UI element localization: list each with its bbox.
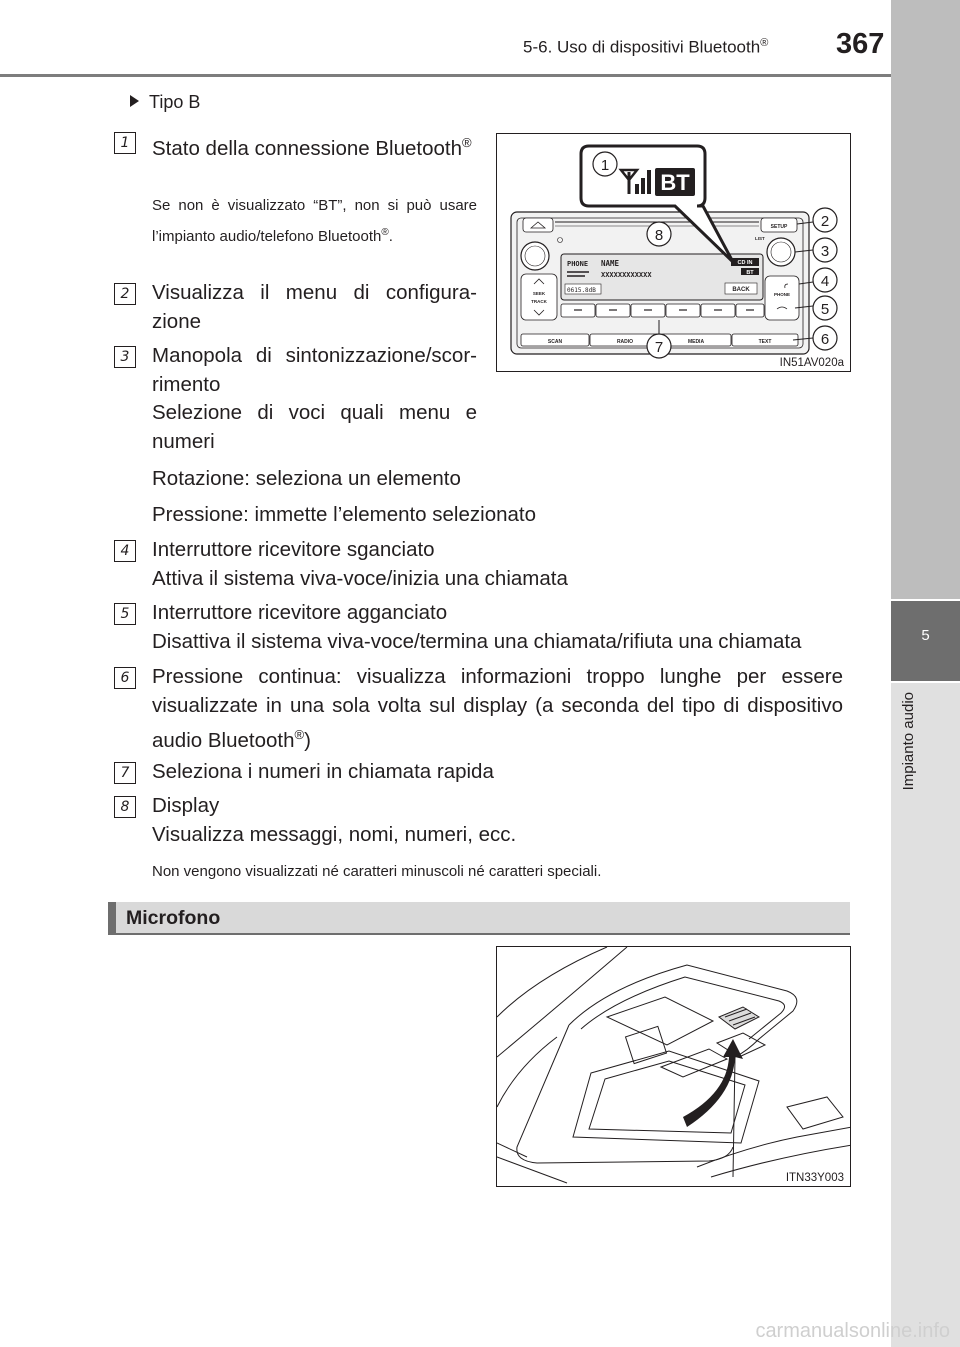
svg-text:2: 2 xyxy=(820,213,830,230)
section-title: Microfono xyxy=(126,907,221,929)
item-title: Interruttore ricevitore sganciato xyxy=(152,538,435,561)
svg-text:4: 4 xyxy=(820,273,830,290)
page-number: 367 xyxy=(836,28,885,60)
svg-text:TRACK: TRACK xyxy=(531,299,547,304)
svg-text:SCAN: SCAN xyxy=(547,339,563,345)
item-number-icon: 2 xyxy=(114,283,136,305)
svg-text:CD IN: CD IN xyxy=(737,260,753,266)
figure-code: IN51AV020a xyxy=(779,357,844,369)
svg-text:0615.8dB: 0615.8dB xyxy=(567,287,596,294)
item-number-icon: 4 xyxy=(114,540,136,562)
header-section-title: 5-6. Uso di dispositivi Bluetooth® xyxy=(523,37,769,57)
item-description: Visualizza messaggi, nomi, numeri, ecc. xyxy=(152,823,517,846)
item-description: Disattiva il sistema viva-voce/termina una chiamata/rifiuta una chiamata xyxy=(152,630,802,653)
svg-text:8: 8 xyxy=(654,227,664,244)
svg-text:BACK: BACK xyxy=(732,287,750,293)
svg-text:TEXT: TEXT xyxy=(758,339,772,345)
item-title: Display xyxy=(152,794,220,817)
header-divider xyxy=(0,74,960,77)
svg-text:PHONE: PHONE xyxy=(773,292,791,297)
audio-unit-figure xyxy=(496,133,851,372)
side-tab-top xyxy=(891,0,960,599)
svg-text:3: 3 xyxy=(820,243,830,260)
chapter-number: 5 xyxy=(921,627,930,644)
svg-text:MEDIA: MEDIA xyxy=(687,339,705,345)
item-description: Pressione: immette l’elemento selezionato xyxy=(152,503,536,526)
microphone-figure xyxy=(496,946,851,1187)
figure-code: ITN33Y003 xyxy=(785,1172,844,1184)
chapter-title: Impianto audio xyxy=(900,692,917,791)
svg-text:BT: BT xyxy=(660,170,690,195)
item-number-icon: 5 xyxy=(114,603,136,625)
subheading: Tipo B xyxy=(130,92,200,113)
item-description: Rotazione: seleziona un elemento xyxy=(152,467,461,490)
svg-text:LIST: LIST xyxy=(755,236,765,241)
section-heading-bar xyxy=(108,902,850,934)
item-title: Stato della connessione Bluetooth® xyxy=(152,135,472,160)
audio-unit-illustration xyxy=(497,134,851,372)
item-title: Pressione continua: visualizza informazioni troppo lunghe per essere visualizzate in una sola volta sul display (a seconda del tipo di dispositivo audio Bluetooth®) xyxy=(152,665,843,752)
section-divider xyxy=(108,933,850,935)
svg-text:1: 1 xyxy=(600,157,610,174)
setup-button-label: SETUP xyxy=(770,224,788,230)
triangle-bullet-icon xyxy=(130,95,139,107)
svg-text:6: 6 xyxy=(820,331,830,348)
item-description: Attiva il sistema viva-voce/inizia una chiamata xyxy=(152,567,568,590)
item-number-icon: 1 xyxy=(114,132,136,154)
chapter-tab[interactable] xyxy=(891,601,960,681)
microphone-illustration xyxy=(497,947,851,1187)
item-note: Non vengono visualizzati né caratteri minuscoli né caratteri speciali. xyxy=(152,863,602,880)
item-description: Selezione di voci quali menu e numeri xyxy=(152,401,477,453)
item-title: Seleziona i numeri in chiamata rapida xyxy=(152,760,494,783)
item-number-icon: 3 xyxy=(114,346,136,368)
item-number-icon: 8 xyxy=(114,796,136,818)
svg-text:5: 5 xyxy=(820,301,830,318)
item-title: Manopola di sintonizzazione/scor-rimento xyxy=(152,344,477,396)
svg-text:SEEK: SEEK xyxy=(532,291,546,296)
svg-text:BT: BT xyxy=(746,270,754,276)
svg-text:RADIO: RADIO xyxy=(616,339,634,345)
svg-text:PHONE: PHONE xyxy=(567,260,589,268)
item-note: Se non è visualizzato “BT”, non si può usare l’impianto audio/telefono Bluetooth®. xyxy=(152,197,477,245)
item-title: Interruttore ricevitore agganciato xyxy=(152,601,448,624)
item-title: Visualizza il menu di configura-zione xyxy=(152,281,477,333)
svg-text:XXXXXXXXXXXX: XXXXXXXXXXXX xyxy=(601,271,652,279)
svg-text:7: 7 xyxy=(654,339,664,356)
watermark: carmanualsonline.info xyxy=(755,1320,950,1342)
svg-text:NAME: NAME xyxy=(601,259,620,268)
item-number-icon: 7 xyxy=(114,762,136,784)
item-number-icon: 6 xyxy=(114,667,136,689)
